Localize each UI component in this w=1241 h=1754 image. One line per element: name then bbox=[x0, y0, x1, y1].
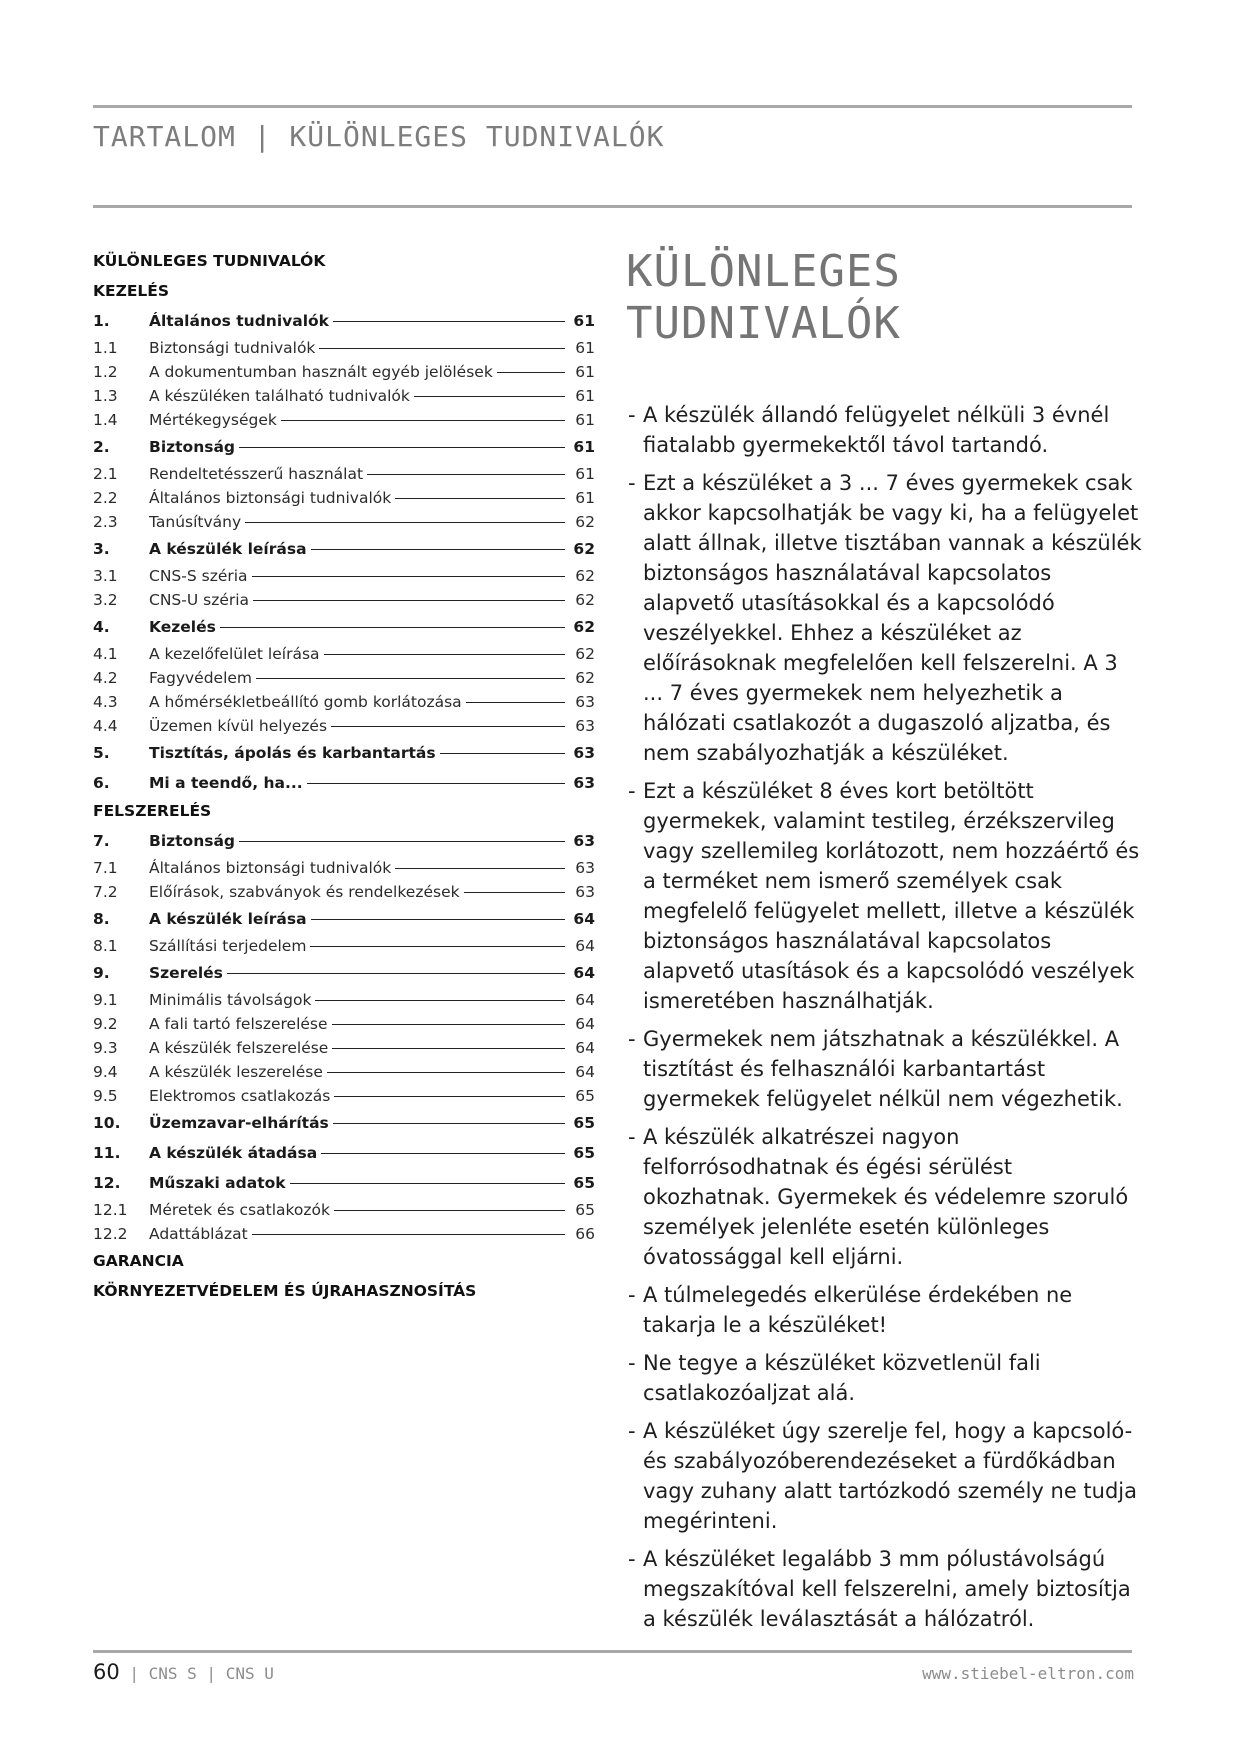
toc-leader-line bbox=[466, 702, 565, 703]
toc-leader-line bbox=[315, 1000, 565, 1001]
toc-entry-page: 63 bbox=[575, 693, 595, 711]
toc-entry[interactable] bbox=[93, 826, 595, 856]
toc-entry-page: 61 bbox=[573, 438, 595, 456]
toc-entry-number: 7. bbox=[93, 832, 110, 850]
toc-entry-page: 62 bbox=[575, 591, 595, 609]
warning-item: - A készülék alkatrészei nagyon felforrósodhatnak és égési sérülést okozhatnak. Gyermekek és védelemre szoruló személyek jelenléte esetén különleges óvatossággal kell eljárni. bbox=[643, 1122, 1143, 1272]
toc-entry[interactable] bbox=[93, 1108, 595, 1138]
toc-entry[interactable] bbox=[93, 588, 595, 612]
toc-entry-title: Üzemen kívül helyezés bbox=[149, 717, 328, 735]
toc-leader-line bbox=[239, 841, 565, 842]
toc-entry-number: 2.3 bbox=[93, 513, 118, 531]
toc-entry-title: Biztonság bbox=[149, 832, 236, 850]
toc-leader-line bbox=[332, 1048, 565, 1049]
header-top-rule bbox=[93, 105, 1132, 108]
toc-entry-title: Rendeltetésszerű használat bbox=[149, 465, 364, 483]
toc-entry[interactable] bbox=[93, 768, 595, 798]
toc-entry-title: Biztonság bbox=[149, 438, 236, 456]
toc-entry[interactable] bbox=[93, 1138, 595, 1168]
toc-leader-line bbox=[331, 726, 565, 727]
toc-entry-number: 9.1 bbox=[93, 991, 118, 1009]
toc-leader-line bbox=[321, 1153, 565, 1154]
toc-entry-title: Szerelés bbox=[149, 964, 223, 982]
toc-entry-title: Tanúsítvány bbox=[149, 513, 242, 531]
toc-entry-page: 61 bbox=[575, 489, 595, 507]
toc-entry[interactable] bbox=[93, 432, 595, 462]
toc-leader-line bbox=[227, 973, 565, 974]
toc-entry[interactable] bbox=[93, 510, 595, 534]
toc-entry[interactable] bbox=[93, 1036, 595, 1060]
toc-entry-page: 65 bbox=[575, 1087, 595, 1105]
toc-leader-line bbox=[252, 576, 565, 577]
toc-section-heading: KÖRNYEZETVÉDELEM ÉS ÚJRAHASZNOSÍTÁS bbox=[93, 1282, 477, 1300]
toc-entry-number: 1. bbox=[93, 312, 110, 330]
page-number: 60 bbox=[93, 1660, 120, 1684]
toc-entry-number: 12.2 bbox=[93, 1225, 128, 1243]
toc-leader-line bbox=[333, 1123, 565, 1124]
toc-entry-number: 11. bbox=[93, 1144, 121, 1162]
toc-entry[interactable] bbox=[93, 934, 595, 958]
toc-entry-title: Biztonsági tudnivalók bbox=[149, 339, 316, 357]
toc-entry-title: Általános biztonsági tudnivalók bbox=[149, 489, 392, 507]
toc-leader-line bbox=[334, 1096, 565, 1097]
toc-entry-number: 9. bbox=[93, 964, 110, 982]
toc-entry-page: 62 bbox=[573, 618, 595, 636]
toc-entry-title: A készülék leírása bbox=[149, 540, 307, 558]
footer-website: www.stiebel-eltron.com bbox=[922, 1664, 1134, 1683]
toc-entry-title: A készüléken található tudnivalók bbox=[149, 387, 410, 405]
toc-entry-number: 5. bbox=[93, 744, 110, 762]
toc-entry-page: 62 bbox=[573, 540, 595, 558]
toc-entry[interactable] bbox=[93, 1084, 595, 1108]
toc-entry-number: 3.2 bbox=[93, 591, 118, 609]
toc-entry[interactable] bbox=[93, 534, 595, 564]
header-title: TARTALOM | KÜLÖNLEGES TUDNIVALÓK bbox=[93, 120, 665, 153]
toc-entry-title: Szállítási terjedelem bbox=[149, 937, 307, 955]
toc-leader-line bbox=[414, 396, 565, 397]
toc-leader-line bbox=[497, 372, 565, 373]
toc-entry-page: 63 bbox=[573, 744, 595, 762]
toc-entry-page: 64 bbox=[575, 1039, 595, 1057]
warning-item: - Ezt a készüléket 8 éves kort betöltött gyermekek, valamint testileg, érzékszervileg vagy szellemileg korlátozott, nem hozzáértő és a terméket nem ismerő személyek csak megfelelő felügyelet mellett, illetve a készülék biztonságos használatával kapcsolatos alapvető utasítások és a kapcsolódó veszélyek ismeretében használhatják. bbox=[643, 776, 1143, 1016]
toc-entry[interactable] bbox=[93, 384, 595, 408]
warning-item: - Gyermekek nem játszhatnak a készülékkel. A tisztítást és felhasználói karbantartást gyermekek felügyelet nélkül nem végezhetik. bbox=[643, 1024, 1143, 1114]
toc-entry-page: 64 bbox=[575, 937, 595, 955]
toc-entry-title: Adattáblázat bbox=[149, 1225, 248, 1243]
footer-models: | CNS S | CNS U bbox=[119, 1664, 274, 1683]
toc-entry-number: 2. bbox=[93, 438, 110, 456]
toc-leader-line bbox=[334, 1210, 565, 1211]
toc-entry-page: 64 bbox=[575, 1063, 595, 1081]
toc-entry[interactable] bbox=[93, 306, 595, 336]
toc-entry-title: A fali tartó felszerelése bbox=[149, 1015, 328, 1033]
toc-entry[interactable] bbox=[93, 564, 595, 588]
toc-entry[interactable] bbox=[93, 738, 595, 768]
toc-entry-page: 63 bbox=[573, 774, 595, 792]
toc-entry-page: 61 bbox=[575, 339, 595, 357]
toc-entry-number: 3. bbox=[93, 540, 110, 558]
toc-entry-title: A kezelőfelület leírása bbox=[149, 645, 320, 663]
toc-entry-title: A készülék leszerelése bbox=[149, 1063, 323, 1081]
toc-entry-number: 10. bbox=[93, 1114, 121, 1132]
toc-leader-line bbox=[395, 868, 565, 869]
toc-section-heading: FELSZERELÉS bbox=[93, 802, 212, 820]
toc-entry[interactable] bbox=[93, 360, 595, 384]
toc-entry-number: 4.2 bbox=[93, 669, 118, 687]
toc-entry-number: 9.4 bbox=[93, 1063, 118, 1081]
toc-entry-title: Általános biztonsági tudnivalók bbox=[149, 859, 392, 877]
toc-entry-title: Tisztítás, ápolás és karbantartás bbox=[149, 744, 436, 762]
toc-entry-number: 4.3 bbox=[93, 693, 118, 711]
toc-entry[interactable] bbox=[93, 1060, 595, 1084]
toc-leader-line bbox=[332, 1024, 565, 1025]
toc-entry-title: Műszaki adatok bbox=[149, 1174, 286, 1192]
toc-entry-number: 7.2 bbox=[93, 883, 118, 901]
toc-entry-number: 1.2 bbox=[93, 363, 118, 381]
toc-entry-number: 9.2 bbox=[93, 1015, 118, 1033]
toc-entry-title: A készülék leírása bbox=[149, 910, 307, 928]
toc-entry-title: Mi a teendő, ha... bbox=[149, 774, 303, 792]
toc-section-heading: KEZELÉS bbox=[93, 282, 170, 300]
toc-entry-page: 64 bbox=[575, 1015, 595, 1033]
toc-entry[interactable] bbox=[93, 904, 595, 934]
toc-entry-page: 62 bbox=[575, 645, 595, 663]
toc-entry-page: 61 bbox=[575, 465, 595, 483]
toc-entry-title: A készülék átadása bbox=[149, 1144, 318, 1162]
toc-entry[interactable] bbox=[93, 486, 595, 510]
toc-entry-title: Előírások, szabványok és rendelkezések bbox=[149, 883, 460, 901]
toc-entry-title: Üzemzavar-elhárítás bbox=[149, 1114, 329, 1132]
toc-leader-line bbox=[395, 498, 565, 499]
safety-warnings-list bbox=[643, 400, 1143, 1642]
warning-item: - A készüléket legalább 3 mm pólustávolságú megszakítóval kell felszerelni, amely biztosítja a készülék leválasztását a hálózatról. bbox=[643, 1544, 1143, 1634]
toc-section-heading: KÜLÖNLEGES TUDNIVALÓK bbox=[93, 252, 326, 270]
toc-entry[interactable] bbox=[93, 856, 595, 880]
toc-leader-line bbox=[311, 919, 565, 920]
toc-entry-page: 61 bbox=[575, 387, 595, 405]
toc-entry-page: 61 bbox=[575, 411, 595, 429]
toc-entry-page: 64 bbox=[573, 964, 595, 982]
footer-left bbox=[93, 1660, 274, 1684]
header-bottom-rule bbox=[93, 205, 1132, 208]
toc-entry-number: 8. bbox=[93, 910, 110, 928]
toc-entry-number: 1.3 bbox=[93, 387, 118, 405]
toc-section-heading: GARANCIA bbox=[93, 1252, 184, 1270]
toc-leader-line bbox=[307, 783, 565, 784]
toc-leader-line bbox=[252, 1234, 565, 1235]
toc-leader-line bbox=[220, 627, 565, 628]
toc-entry-number: 3.1 bbox=[93, 567, 118, 585]
toc-leader-line bbox=[256, 678, 565, 679]
footer-rule bbox=[93, 1650, 1132, 1653]
toc-entry-page: 65 bbox=[575, 1201, 595, 1219]
toc-leader-line bbox=[245, 522, 565, 523]
toc-leader-line bbox=[440, 753, 565, 754]
toc-entry-number: 9.3 bbox=[93, 1039, 118, 1057]
toc-entry-page: 63 bbox=[573, 832, 595, 850]
toc-entry[interactable] bbox=[93, 690, 595, 714]
toc-entry-page: 61 bbox=[575, 363, 595, 381]
toc-entry-number: 4.4 bbox=[93, 717, 118, 735]
toc-entry-title: CNS-U széria bbox=[149, 591, 250, 609]
toc-entry-number: 1.1 bbox=[93, 339, 118, 357]
toc-entry[interactable] bbox=[93, 642, 595, 666]
toc-entry-page: 61 bbox=[573, 312, 595, 330]
toc-entry-page: 65 bbox=[573, 1144, 595, 1162]
toc-entry[interactable] bbox=[93, 988, 595, 1012]
toc-entry[interactable] bbox=[93, 958, 595, 988]
toc-entry[interactable] bbox=[93, 1198, 595, 1222]
toc-entry-title: CNS-S széria bbox=[149, 567, 248, 585]
toc-entry-page: 64 bbox=[575, 991, 595, 1009]
warning-item: - Ezt a készüléket a 3 ... 7 éves gyermekek csak akkor kapcsolhatják be vagy ki, ha a felügyelet alatt állnak, illetve tisztában vannak a készülék biztonságos használatával kapcsolatos alapvető utasításokkal és a kapcsolódó veszélyekkel. Ehhez a készüléket az előírásoknak megfelelően kell felszerelni. A 3 ... 7 éves gyermekek nem helyezhetik a hálózati csatlakozót a dugaszoló aljzatba, és nem szabályozhatják a készüléket. bbox=[643, 468, 1143, 768]
toc-entry-title: Általános tudnivalók bbox=[149, 312, 329, 330]
toc-entry-page: 63 bbox=[575, 859, 595, 877]
toc-entry-title: Mértékegységek bbox=[149, 411, 277, 429]
toc-entry-page: 65 bbox=[573, 1114, 595, 1132]
toc-leader-line bbox=[324, 654, 565, 655]
toc-entry-number: 2.1 bbox=[93, 465, 118, 483]
toc-entry-number: 8.1 bbox=[93, 937, 118, 955]
toc-entry-title: Minimális távolságok bbox=[149, 991, 312, 1009]
toc-leader-line bbox=[333, 321, 565, 322]
toc-leader-line bbox=[367, 474, 565, 475]
toc-entry-number: 12. bbox=[93, 1174, 121, 1192]
warning-item: - A készülék állandó felügyelet nélküli 3 évnél fiatalabb gyermekektől távol tartandó. bbox=[643, 400, 1143, 460]
toc-entry-page: 65 bbox=[573, 1174, 595, 1192]
toc-entry[interactable] bbox=[93, 666, 595, 690]
toc-entry-page: 62 bbox=[575, 669, 595, 687]
toc-entry[interactable] bbox=[93, 1168, 595, 1198]
toc-entry-title: A készülék felszerelése bbox=[149, 1039, 329, 1057]
toc-entry-number: 6. bbox=[93, 774, 110, 792]
toc-entry-title: Elektromos csatlakozás bbox=[149, 1087, 331, 1105]
page-title-line-1: KÜLÖNLEGES bbox=[626, 246, 901, 297]
warning-item: - A túlmelegedés elkerülése érdekében ne takarja le a készüléket! bbox=[643, 1280, 1143, 1340]
page-title bbox=[626, 246, 901, 350]
toc-leader-line bbox=[239, 447, 565, 448]
toc-entry-title: Méretek és csatlakozók bbox=[149, 1201, 331, 1219]
toc-entry-number: 7.1 bbox=[93, 859, 118, 877]
table-of-contents bbox=[93, 252, 595, 1306]
toc-leader-line bbox=[319, 348, 565, 349]
warning-item: - Ne tegye a készüléket közvetlenül fali csatlakozóaljzat alá. bbox=[643, 1348, 1143, 1408]
toc-entry[interactable] bbox=[93, 880, 595, 904]
toc-leader-line bbox=[464, 892, 565, 893]
toc-leader-line bbox=[253, 600, 565, 601]
toc-entry-page: 62 bbox=[575, 513, 595, 531]
toc-entry-title: Kezelés bbox=[149, 618, 216, 636]
toc-entry-page: 64 bbox=[573, 910, 595, 928]
toc-entry-page: 66 bbox=[575, 1225, 595, 1243]
toc-entry-page: 63 bbox=[575, 883, 595, 901]
page-title-line-2: TUDNIVALÓK bbox=[626, 298, 901, 349]
toc-entry-number: 9.5 bbox=[93, 1087, 118, 1105]
toc-entry[interactable] bbox=[93, 462, 595, 486]
toc-entry[interactable] bbox=[93, 336, 595, 360]
toc-entry-page: 62 bbox=[575, 567, 595, 585]
toc-entry[interactable] bbox=[93, 612, 595, 642]
toc-leader-line bbox=[290, 1183, 565, 1184]
toc-entry-number: 4.1 bbox=[93, 645, 118, 663]
toc-entry-number: 4. bbox=[93, 618, 110, 636]
toc-entry-title: Fagyvédelem bbox=[149, 669, 253, 687]
toc-entry-title: A dokumentumban használt egyéb jelölések bbox=[149, 363, 493, 381]
toc-leader-line bbox=[310, 946, 565, 947]
toc-entry-number: 1.4 bbox=[93, 411, 118, 429]
toc-entry-page: 63 bbox=[575, 717, 595, 735]
toc-entry-title: A hőmérsékletbeállító gomb korlátozása bbox=[149, 693, 462, 711]
toc-entry[interactable] bbox=[93, 1222, 595, 1246]
toc-entry[interactable] bbox=[93, 1012, 595, 1036]
toc-leader-line bbox=[311, 549, 565, 550]
toc-entry[interactable] bbox=[93, 714, 595, 738]
toc-leader-line bbox=[327, 1072, 565, 1073]
toc-entry[interactable] bbox=[93, 408, 595, 432]
warning-item: - A készüléket úgy szerelje fel, hogy a kapcsoló- és szabályozóberendezéseket a fürdőkádban vagy zuhany alatt tartózkodó személy ne tudja megérinteni. bbox=[643, 1416, 1143, 1536]
toc-leader-line bbox=[281, 420, 565, 421]
toc-entry-number: 12.1 bbox=[93, 1201, 128, 1219]
toc-entry-number: 2.2 bbox=[93, 489, 118, 507]
